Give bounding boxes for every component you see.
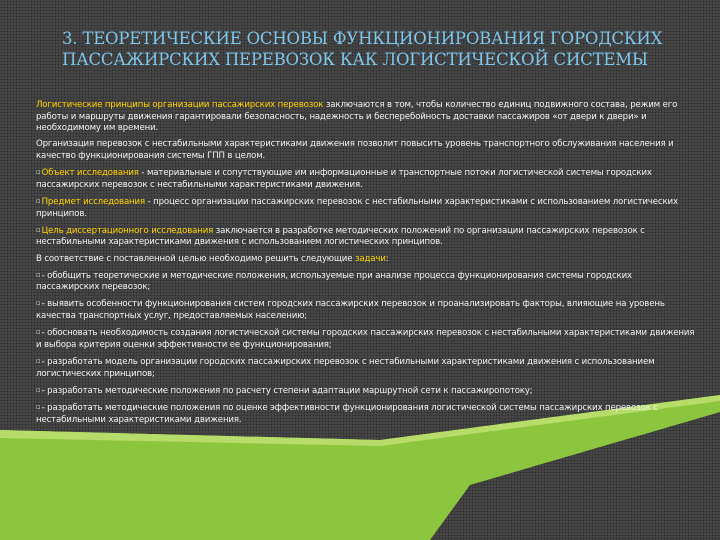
task-text: - выявить особенности функционирования систем городских пассажирских перевозок и проанализировать факторы, влияющие на уровень качества транспортных услуг, предоставляемых населению;: [36, 299, 665, 322]
bullet-square-icon: ▫: [36, 168, 41, 177]
task-item: [36, 270, 696, 294]
subject-text: - процесс организации пассажирских перевозок с нестабильными характеристиками с использованием логистических принципов.: [36, 196, 678, 219]
goal-text: заключается в разработке методических положений по организации пассажирских перевозок с нестабильными характеристиками движения с использованием логистических принципов.: [36, 225, 645, 248]
slide-body: [36, 100, 696, 431]
object-highlight: Объект исследования: [41, 168, 139, 179]
bullet-square-icon: ▫: [36, 299, 41, 308]
bullet-square-icon: ▫: [36, 357, 41, 366]
bullet-square-icon: ▫: [36, 196, 41, 205]
paragraph-goal: [36, 225, 696, 249]
task-text: - обобщить теоретические и методические положения, используемые при анализе процесса функционирования системы городских пассажирских перевозок;: [36, 270, 632, 293]
paragraph-principles: [36, 100, 696, 135]
task-text: - разработать методические положения по расчету степени адаптации маршрутной сети к пассажиропотоку;: [41, 385, 533, 396]
tasks-intro-tail: :: [385, 253, 389, 264]
bullet-square-icon: ▫: [36, 403, 41, 411]
principles-highlight: Логистические принципы организации пассажирских перевозок: [36, 100, 324, 110]
paragraph-tasks-intro: [36, 254, 696, 266]
task-item: [36, 385, 696, 398]
subject-highlight: Предмет исследования: [41, 196, 145, 207]
bullet-square-icon: ▫: [36, 328, 41, 337]
task-item: [36, 327, 696, 351]
slide-title: 3. ТЕОРЕТИЧЕСКИЕ ОСНОВЫ ФУНКЦИОНИРОВАНИЯ ГОРОДСКИХ ПАССАЖИРСКИХ ПЕРЕВОЗОК КАК ЛОГИСТИЧЕСКОЙ СИСТЕМЫ: [62, 29, 663, 69]
bullet-square-icon: ▫: [36, 385, 41, 394]
paragraph-organization: Организация перевозок с нестабильными характеристиками движения позволит повысить уровень транспортного обслуживания населения и качество функционирования системы ГПП в целом.: [36, 139, 674, 161]
task-item: [36, 298, 696, 322]
object-text: - материальные и сопутствующие им информационные и транспортные потоки логистической системы городских пассажирских перевозок с нестабильными характеристиками движения.: [36, 168, 652, 190]
bullet-square-icon: ▫: [36, 270, 41, 279]
principles-text: заключаются в том, чтобы количество единиц подвижного состава, режим его работы и маршруты движения гарантировали безопасность, надежность и бесперебойность доставки пассажиров «от двери к двери» и необходимому им времени.: [36, 100, 678, 134]
paragraph-subject: [36, 196, 696, 220]
task-text: - обосновать необходимость создания логистической системы городских пассажирских перевозок с нестабильными характеристиками движения и выбора критерия оценки эффективности ее функционирования;: [36, 328, 695, 350]
task-item: [36, 402, 696, 426]
paragraph-object: [36, 167, 696, 191]
task-text: - разработать модель организации городских пассажирских перевозок с нестабильными характеристиками движения с использованием логистических принципов;: [36, 357, 655, 379]
tasks-highlight: задачи: [354, 253, 386, 264]
bullet-square-icon: ▫: [36, 225, 41, 234]
goal-highlight: Цель диссертационного исследования: [41, 225, 214, 236]
task-item: [36, 356, 696, 380]
task-text: - разработать методические положения по оценке эффективности функционирования логистической системы пассажирских перевозок с нестабильными характеристиками движения.: [36, 403, 658, 425]
tasks-intro-text: В соответствие с поставленной целью необходимо решить следующие: [36, 253, 355, 264]
